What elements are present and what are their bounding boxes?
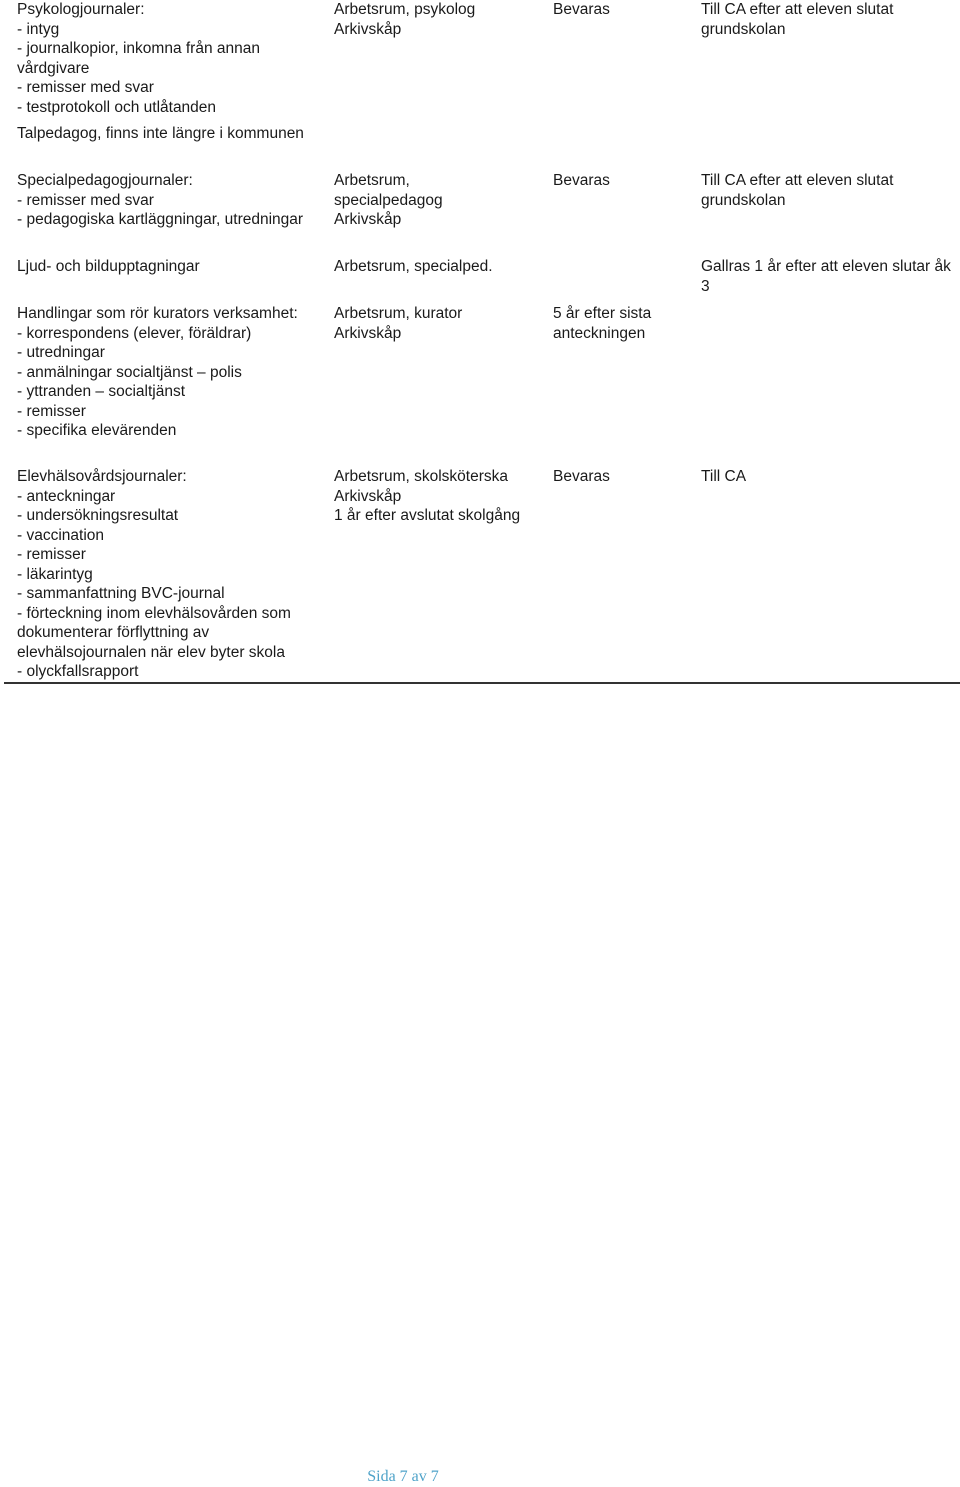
page-number: Sida 7 av 7 bbox=[367, 1468, 439, 1485]
disposition-cell: Till CA efter att eleven slutat grundskolan bbox=[701, 1, 894, 38]
record-type-cell: Psykologjournaler: - intyg - journalkopior, inkomna från annan vårdgivare - remisser med svar - testprotokoll och utlåtanden bbox=[17, 1, 260, 116]
storage-location-cell: Arbetsrum, specialped. bbox=[334, 258, 493, 275]
storage-location-cell: Arbetsrum, specialpedagog Arkivskåp bbox=[334, 172, 443, 228]
record-type-cell: Handlingar som rör kurators verksamhet: - korrespondens (elever, föräldrar) - utredningar - anmälningar socialtjänst – polis - yttranden – socialtjänst - remisser - specifika elevärenden bbox=[17, 305, 298, 439]
retention-cell: 5 år efter sista anteckningen bbox=[553, 305, 652, 342]
record-type-cell: Ljud- och bildupptagningar bbox=[17, 258, 200, 275]
retention-cell: Bevaras bbox=[553, 172, 610, 189]
record-type-cell: Elevhälsovårdsjournaler: - anteckningar - undersökningsresultat - vaccination - remisser - läkarintyg - sammanfattning BVC-journal - förteckning inom elevhälsovården som dokumenterar förflyttning av elevhälsojournalen när elev byter skola - olyckfallsrapport bbox=[17, 468, 291, 680]
disposition-cell: Gallras 1 år efter att eleven slutar åk 3 bbox=[701, 258, 951, 295]
disposition-cell: Till CA efter att eleven slutat grundskolan bbox=[701, 172, 894, 209]
record-type-cell: Specialpedagogjournaler: - remisser med svar - pedagogiska kartläggningar, utredningar bbox=[17, 172, 304, 228]
table-bottom-rule bbox=[4, 682, 960, 684]
retention-cell: Bevaras bbox=[553, 1, 610, 18]
storage-location-cell: Arbetsrum, psykolog Arkivskåp bbox=[334, 1, 476, 38]
storage-location-cell: Arbetsrum, kurator Arkivskåp bbox=[334, 305, 463, 342]
record-type-cell: Talpedagog, finns inte längre i kommunen bbox=[17, 125, 304, 142]
storage-location-cell: Arbetsrum, skolsköterska Arkivskåp 1 år efter avslutat skolgång bbox=[334, 468, 521, 524]
disposition-cell: Till CA bbox=[701, 468, 747, 485]
retention-cell: Bevaras bbox=[553, 468, 610, 485]
